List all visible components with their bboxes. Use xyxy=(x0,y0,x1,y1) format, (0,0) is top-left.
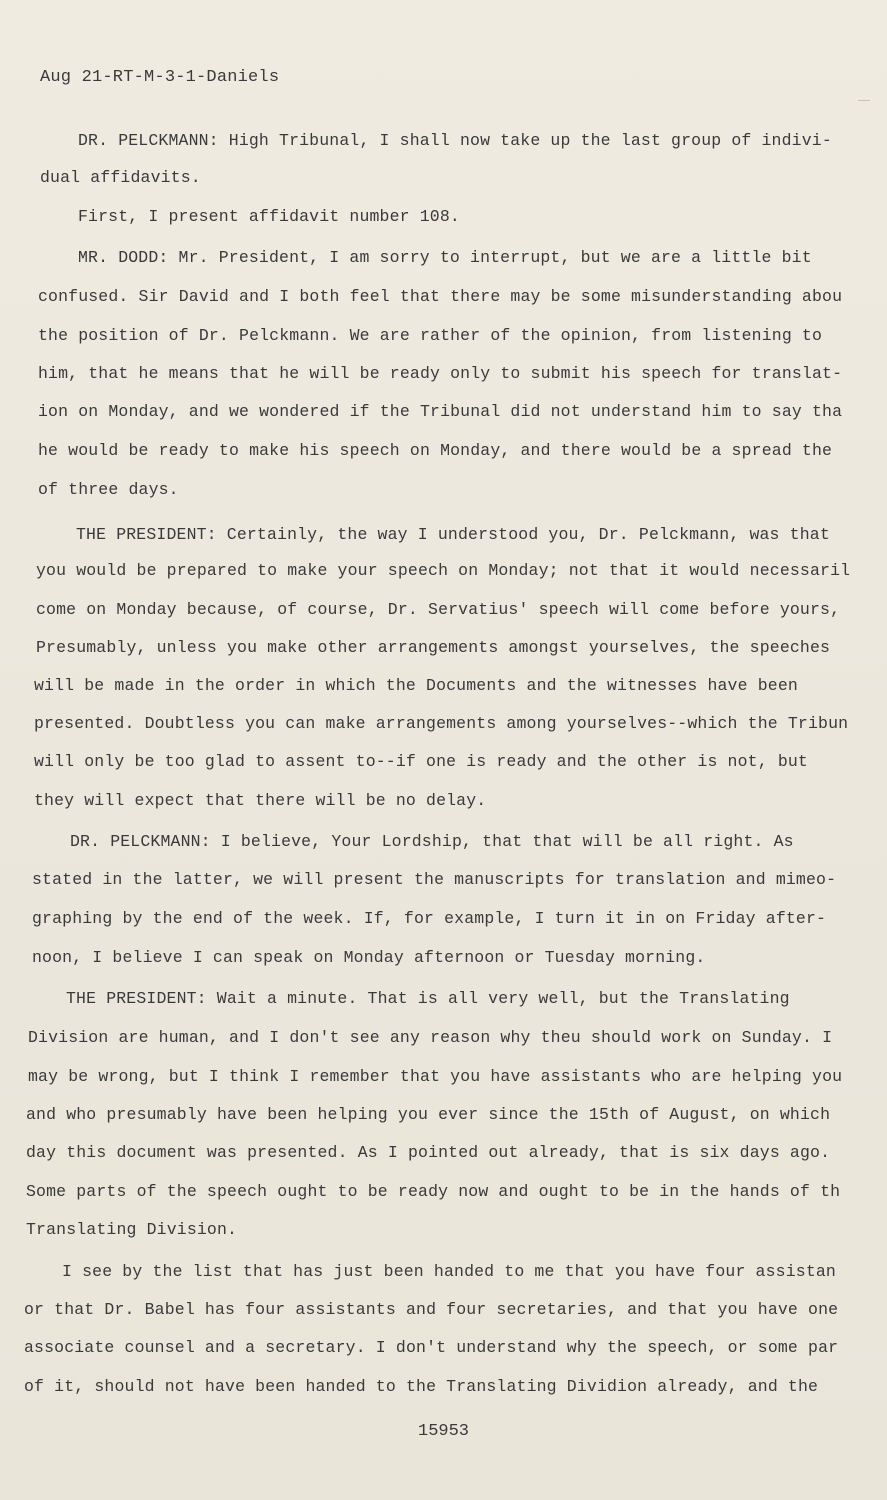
text-line: may be wrong, but I think I remember that you have assistants who are helping you xyxy=(28,1067,843,1086)
text-line: Some parts of the speech ought to be ready now and ought to be in the hands of th xyxy=(26,1182,841,1201)
text-line: Division are human, and I don't see any reason why theu should work on Sunday. I xyxy=(28,1028,833,1047)
text-line: noon, I believe I can speak on Monday afternoon or Tuesday morning. xyxy=(32,948,706,967)
text-line: I see by the list that has just been handed to me that you have four assistan xyxy=(62,1262,836,1281)
text-line: presented. Doubtless you can make arrangements among yourselves--which the Tribun xyxy=(34,714,849,733)
text-line: of three days. xyxy=(38,480,179,499)
text-line: confused. Sir David and I both feel that there may be some misunderstanding abou xyxy=(38,287,843,306)
text-line: come on Monday because, of course, Dr. Servatius' speech will come before yours, xyxy=(36,600,841,619)
text-line: THE PRESIDENT: Wait a minute. That is all very well, but the Translating xyxy=(66,989,790,1008)
text-line: DR. PELCKMANN: High Tribunal, I shall now take up the last group of indivi- xyxy=(78,131,832,150)
text-line: ion on Monday, and we wondered if the Tribunal did not understand him to say tha xyxy=(38,402,843,421)
text-line: they will expect that there will be no delay. xyxy=(34,791,487,810)
text-line: him, that he means that he will be ready only to submit his speech for translat- xyxy=(38,364,843,383)
text-line: associate counsel and a secretary. I don't understand why the speech, or some par xyxy=(24,1338,839,1357)
text-line: Translating Division. xyxy=(26,1220,238,1239)
text-line: the position of Dr. Pelckmann. We are rather of the opinion, from listening to xyxy=(38,326,823,345)
text-line: will be made in the order in which the Documents and the witnesses have been xyxy=(34,676,798,695)
text-line: Presumably, unless you make other arrangements amongst yourselves, the speeches xyxy=(36,638,831,657)
text-line: stated in the latter, we will present the manuscripts for translation and mimeo- xyxy=(32,870,837,889)
text-line: will only be too glad to assent to--if one is ready and the other is not, but xyxy=(34,752,808,771)
page-number: 15953 xyxy=(418,1422,470,1441)
text-line: and who presumably have been helping you ever since the 15th of August, on which xyxy=(26,1105,831,1124)
document-header: Aug 21-RT-M-3-1-Daniels xyxy=(40,68,280,87)
text-line: dual affidavits. xyxy=(40,168,201,187)
edge-mark xyxy=(858,100,870,101)
text-line: THE PRESIDENT: Certainly, the way I understood you, Dr. Pelckmann, was that xyxy=(76,525,830,544)
text-line: he would be ready to make his speech on Monday, and there would be a spread the xyxy=(38,441,833,460)
text-line: of it, should not have been handed to the Translating Dividion already, and the xyxy=(24,1377,819,1396)
text-line: First, I present affidavit number 108. xyxy=(78,207,460,226)
text-line: day this document was presented. As I pointed out already, that is six days ago. xyxy=(26,1143,831,1162)
text-line: DR. PELCKMANN: I believe, Your Lordship, that that will be all right. As xyxy=(70,832,794,851)
text-line: MR. DODD: Mr. President, I am sorry to interrupt, but we are a little bit xyxy=(78,248,812,267)
text-line: you would be prepared to make your speech on Monday; not that it would necessaril xyxy=(36,561,851,580)
text-line: graphing by the end of the week. If, for example, I turn it in on Friday after- xyxy=(32,909,827,928)
text-line: or that Dr. Babel has four assistants and four secretaries, and that you have one xyxy=(24,1300,839,1319)
